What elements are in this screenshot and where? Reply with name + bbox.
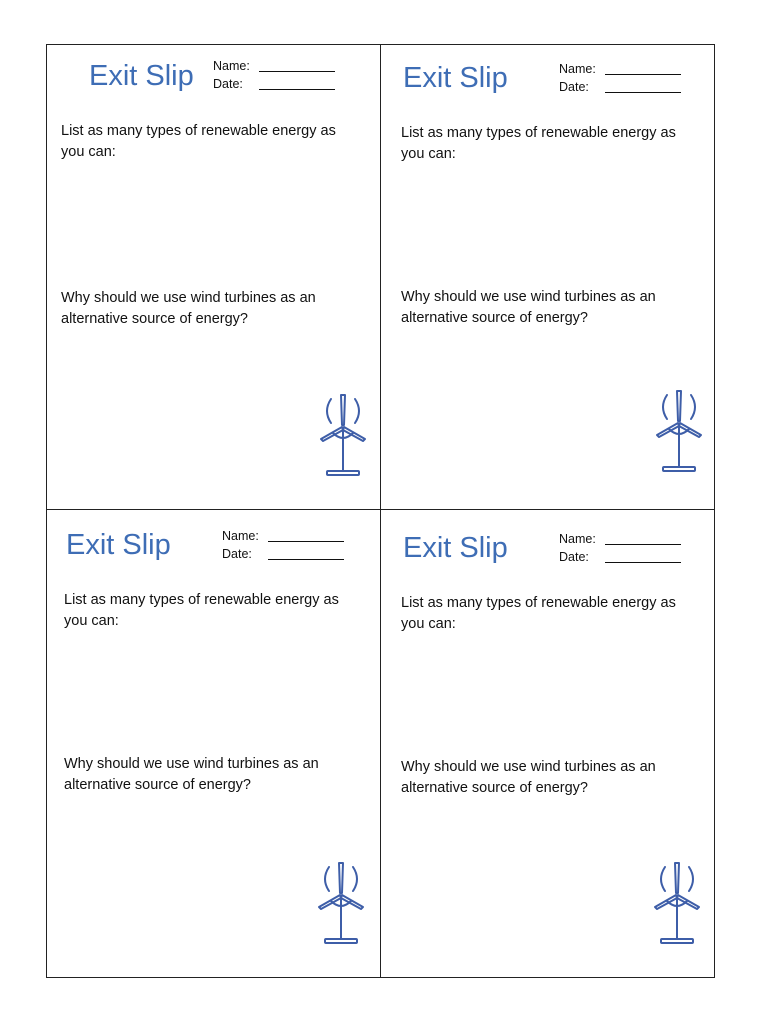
question-wind-turbines: Why should we use wind turbines as an alternative source of energy? xyxy=(64,756,319,793)
name-blank[interactable] xyxy=(605,531,681,545)
name-date-fields xyxy=(559,530,681,566)
name-label: Name: xyxy=(559,62,596,76)
name-label: Name: xyxy=(222,529,259,543)
date-blank[interactable] xyxy=(268,546,344,560)
date-label: Date: xyxy=(213,77,243,91)
question-wind-turbines: Why should we use wind turbines as an alternative source of energy? xyxy=(401,289,656,326)
question-renewable-energy: List as many types of renewable energy as you can: xyxy=(401,125,676,162)
card-title: Exit Slip xyxy=(66,529,171,561)
question-wind-turbines: Why should we use wind turbines as an alternative source of energy? xyxy=(61,290,316,327)
date-label: Date: xyxy=(559,80,589,94)
date-blank[interactable] xyxy=(605,549,681,563)
wind-turbine-icon xyxy=(315,857,367,947)
card-title: Exit Slip xyxy=(403,532,508,564)
name-blank[interactable] xyxy=(605,61,681,75)
name-blank[interactable] xyxy=(259,58,335,72)
date-blank[interactable] xyxy=(259,76,335,90)
question-renewable-energy: List as many types of renewable energy as you can: xyxy=(401,595,676,632)
question-renewable-energy: List as many types of renewable energy as you can: xyxy=(61,123,336,160)
wind-turbine-icon xyxy=(653,385,705,475)
card-title: Exit Slip xyxy=(89,60,194,92)
exit-slip-card xyxy=(381,45,714,511)
name-label: Name: xyxy=(559,532,596,546)
name-date-fields xyxy=(559,60,681,96)
exit-slip-card xyxy=(47,45,380,511)
date-label: Date: xyxy=(222,547,252,561)
question-wind-turbines: Why should we use wind turbines as an alternative source of energy? xyxy=(401,759,656,796)
question-renewable-energy: List as many types of renewable energy as you can: xyxy=(64,592,339,629)
name-date-fields xyxy=(213,57,335,93)
date-label: Date: xyxy=(559,550,589,564)
exit-slip-sheet xyxy=(46,44,715,978)
name-blank[interactable] xyxy=(268,528,344,542)
exit-slip-card xyxy=(47,511,380,977)
date-blank[interactable] xyxy=(605,79,681,93)
name-label: Name: xyxy=(213,59,250,73)
wind-turbine-icon xyxy=(651,857,703,947)
card-title: Exit Slip xyxy=(403,62,508,94)
exit-slip-card xyxy=(381,511,714,977)
name-date-fields xyxy=(222,527,344,563)
wind-turbine-icon xyxy=(317,389,369,479)
